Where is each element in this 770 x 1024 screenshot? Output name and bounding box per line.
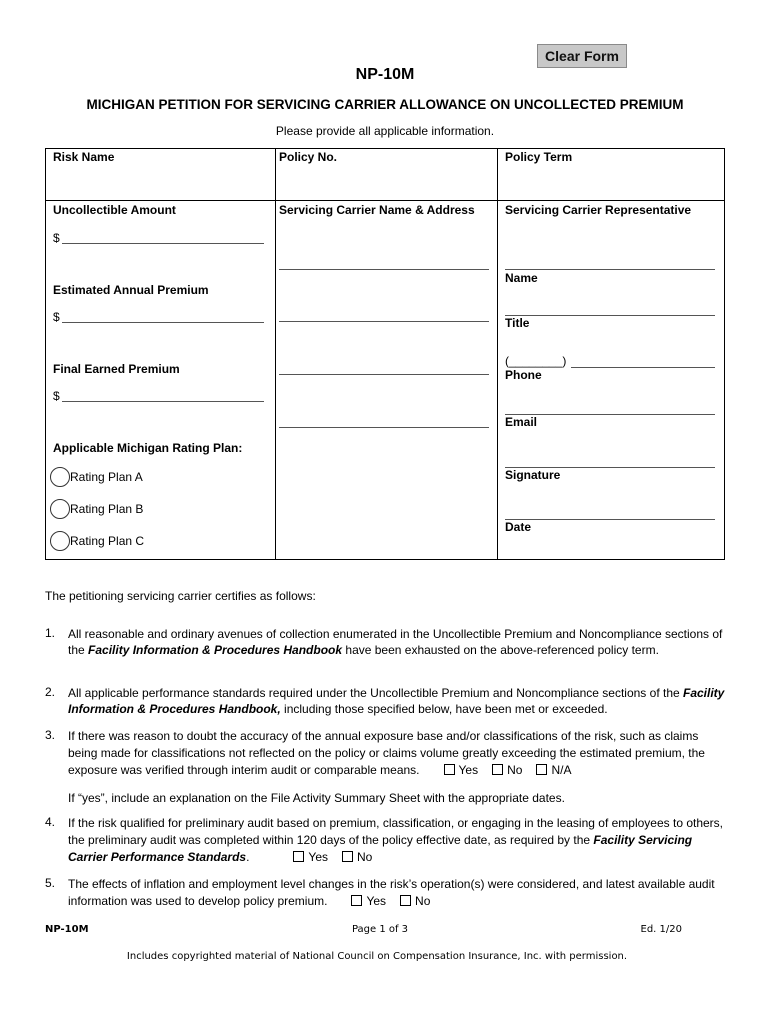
item-number: 1.: [45, 626, 56, 640]
rating-plan-a-label: Rating Plan A: [70, 470, 143, 484]
rating-plan-b-label: Rating Plan B: [70, 502, 144, 516]
footer-page-number: Page 1 of 3: [351, 924, 409, 935]
checkbox-icon: [536, 764, 547, 775]
item-3-na-option[interactable]: N/A: [536, 763, 571, 777]
rep-phone-field[interactable]: [571, 367, 715, 368]
item-5-yes-option[interactable]: Yes: [351, 894, 386, 908]
clear-form-button[interactable]: Clear Form: [537, 44, 627, 68]
checkbox-icon: [444, 764, 455, 775]
certify-intro: The petitioning servicing carrier certifies as follows:: [45, 589, 316, 603]
dollar-sign: $: [53, 231, 60, 245]
certification-item-5: The effects of inflation and employment level changes in the risk’s operation(s) were considered, and latest available audit information was used to develop policy premium. Yes No: [68, 877, 715, 908]
item-number: 5.: [45, 876, 56, 890]
rep-date-field[interactable]: [505, 519, 715, 520]
item-number: 4.: [45, 815, 56, 829]
form-code-title: NP-10M: [355, 66, 415, 83]
policy-no-label: Policy No.: [279, 150, 338, 164]
dollar-sign: $: [53, 310, 60, 324]
item-3-no-option[interactable]: No: [492, 763, 522, 777]
phone-area-code: (________): [505, 354, 567, 368]
rating-plan-c-label: Rating Plan C: [70, 534, 145, 548]
footer-edition: Ed. 1/20: [640, 924, 682, 935]
uncollectible-amount-label: Uncollectible Amount: [53, 203, 176, 217]
rating-plan-c-radio[interactable]: [50, 531, 70, 551]
item-number: 2.: [45, 685, 56, 699]
item-3-note: If “yes”, include an explanation on the File Activity Summary Sheet with the appropriate dates.: [68, 791, 565, 805]
instruction-text: Please provide all applicable information.: [275, 124, 495, 138]
carrier-address-line-4[interactable]: [279, 427, 489, 428]
rep-date-label: Date: [505, 520, 532, 534]
rep-title-label: Title: [505, 316, 530, 330]
final-earned-premium-field[interactable]: [62, 401, 264, 402]
item-number: 3.: [45, 728, 56, 742]
servicing-carrier-name-address-label: Servicing Carrier Name & Address: [279, 203, 475, 217]
final-earned-premium-label: Final Earned Premium: [53, 362, 180, 376]
footer-form-code: NP-10M: [45, 924, 89, 935]
checkbox-icon: [400, 895, 411, 906]
policy-term-label: Policy Term: [505, 150, 573, 164]
servicing-carrier-representative-label: Servicing Carrier Representative: [505, 203, 692, 217]
item-4-no-option[interactable]: No: [342, 850, 372, 864]
certification-item-2: All applicable performance standards required under the Uncollectible Premium and Noncompliance sections of the Facility Information & Procedures Handbook, including those specified below, have been met or exceeded.: [68, 686, 725, 716]
estimated-annual-premium-field[interactable]: [62, 322, 264, 323]
rating-plan-b-radio[interactable]: [50, 499, 70, 519]
rating-plan-label: Applicable Michigan Rating Plan:: [53, 441, 243, 455]
column-divider: [275, 149, 276, 559]
carrier-address-line-2[interactable]: [279, 321, 489, 322]
estimated-annual-premium-label: Estimated Annual Premium: [53, 283, 209, 297]
footer-copyright: Includes copyrighted material of National Council on Compensation Insurance, Inc. with permission.: [126, 951, 628, 962]
rating-plan-a-radio[interactable]: [50, 467, 70, 487]
certification-item-3: If there was reason to doubt the accuracy of the annual exposure base and/or classifications of the risk, such as claims being made for classifications not reflected on the policy or claims volume greatly exceeding the estimated premium, the exposure was verified through interim audit or comparable means. Yes No N/A: [68, 729, 705, 777]
dollar-sign: $: [53, 389, 60, 403]
risk-name-label: Risk Name: [53, 150, 115, 164]
rep-email-label: Email: [505, 415, 538, 429]
rep-phone-label: Phone: [505, 368, 542, 382]
certification-item-4: If the risk qualified for preliminary audit based on premium, classification, or engaging in the leasing of employees to others, the preliminary audit was completed within 120 days of the policy effective date, as required by the Facility Servicing Carrier Performance Standards. Yes No: [68, 816, 724, 864]
checkbox-icon: [342, 851, 353, 862]
checkbox-icon: [492, 764, 503, 775]
checkbox-icon: [293, 851, 304, 862]
rep-title-field[interactable]: [505, 315, 715, 316]
column-divider: [497, 149, 498, 559]
petition-info-table: [45, 148, 725, 560]
item-3-yes-option[interactable]: Yes: [444, 763, 479, 777]
carrier-address-line-3[interactable]: [279, 374, 489, 375]
uncollectible-amount-field[interactable]: [62, 243, 264, 244]
carrier-address-line-1[interactable]: [279, 269, 489, 270]
checkbox-icon: [351, 895, 362, 906]
row-divider: [46, 200, 724, 201]
item-5-no-option[interactable]: No: [400, 894, 430, 908]
rep-name-field[interactable]: [505, 269, 715, 270]
form-title: MICHIGAN PETITION FOR SERVICING CARRIER ALLOWANCE ON UNCOLLECTED PREMIUM: [86, 97, 684, 112]
rep-name-label: Name: [505, 271, 538, 285]
rep-signature-label: Signature: [505, 468, 561, 482]
item-4-yes-option[interactable]: Yes: [293, 850, 328, 864]
certification-item-1: All reasonable and ordinary avenues of collection enumerated in the Uncollectible Premium and Noncompliance sections of the Facility Information & Procedures Handbook have been exhausted on the above-referenced policy term.: [68, 627, 723, 657]
